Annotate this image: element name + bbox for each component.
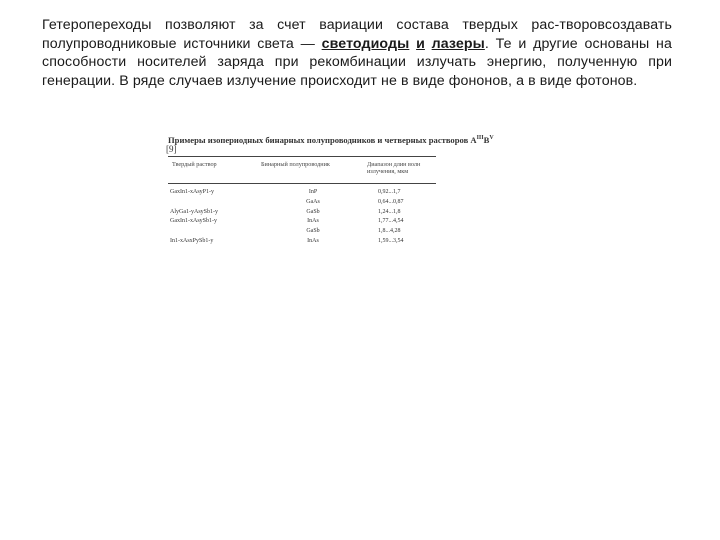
table-cell: InP <box>308 189 318 195</box>
para-text-after: . Те и другие основаны на способности носителей заряда при рекомбинации излучать энергию, полученную при генерации. В ряде случаев излучение происходит не в виде фононов, а в виде фотонов. <box>42 35 672 89</box>
header-solution: Твердый раствор <box>172 161 217 168</box>
para-text-before: Гетеропереходы позволяют за счет вариации состава твердых рас-творовсоздавать полупроводниковые источники света — <box>42 17 672 52</box>
table-cell: In1-xAsxPySb1-y <box>170 238 214 244</box>
table-cell: InAs <box>307 238 319 244</box>
table-cell: 1,59...3,54 <box>378 238 404 244</box>
led-link[interactable]: светодиоды <box>321 35 410 52</box>
table-reference: [9] <box>166 144 177 154</box>
and-word: и <box>416 35 425 52</box>
table-caption: Примеры изопериодных бинарных полупроводников и четверных растворов $A^{III}B^V$ <box>168 134 494 145</box>
table-cell: GaAs <box>306 199 320 205</box>
table-cell: 1,24...1,8 <box>378 209 401 215</box>
table-cell: 1,8...4,28 <box>378 228 401 234</box>
table-top-rule <box>168 156 436 157</box>
header-binary: Бинарный полупроводник <box>261 161 330 168</box>
table-cell: 1,77...4,54 <box>378 218 404 224</box>
semiconductor-table <box>165 133 535 253</box>
table-cell: GaSb <box>306 209 320 215</box>
table-header-rule <box>168 183 436 184</box>
table-cell: GaxIn1-xAsyP1-y <box>170 189 214 195</box>
table-cell: GaSb <box>306 228 320 234</box>
table-cell: GaxIn1-xAsySb1-y <box>170 218 217 224</box>
table-cell: AlyGa1-yAsySb1-y <box>170 209 218 215</box>
body-paragraph <box>42 16 672 90</box>
table-cell: InAs <box>307 218 319 224</box>
header-range: Диапазон длин волн излучения, мкм <box>367 161 421 175</box>
table-cell: 0,64...0,87 <box>378 199 404 205</box>
table-cell: 0,92...1,7 <box>378 189 401 195</box>
lasers-link[interactable]: лазеры <box>431 35 485 52</box>
